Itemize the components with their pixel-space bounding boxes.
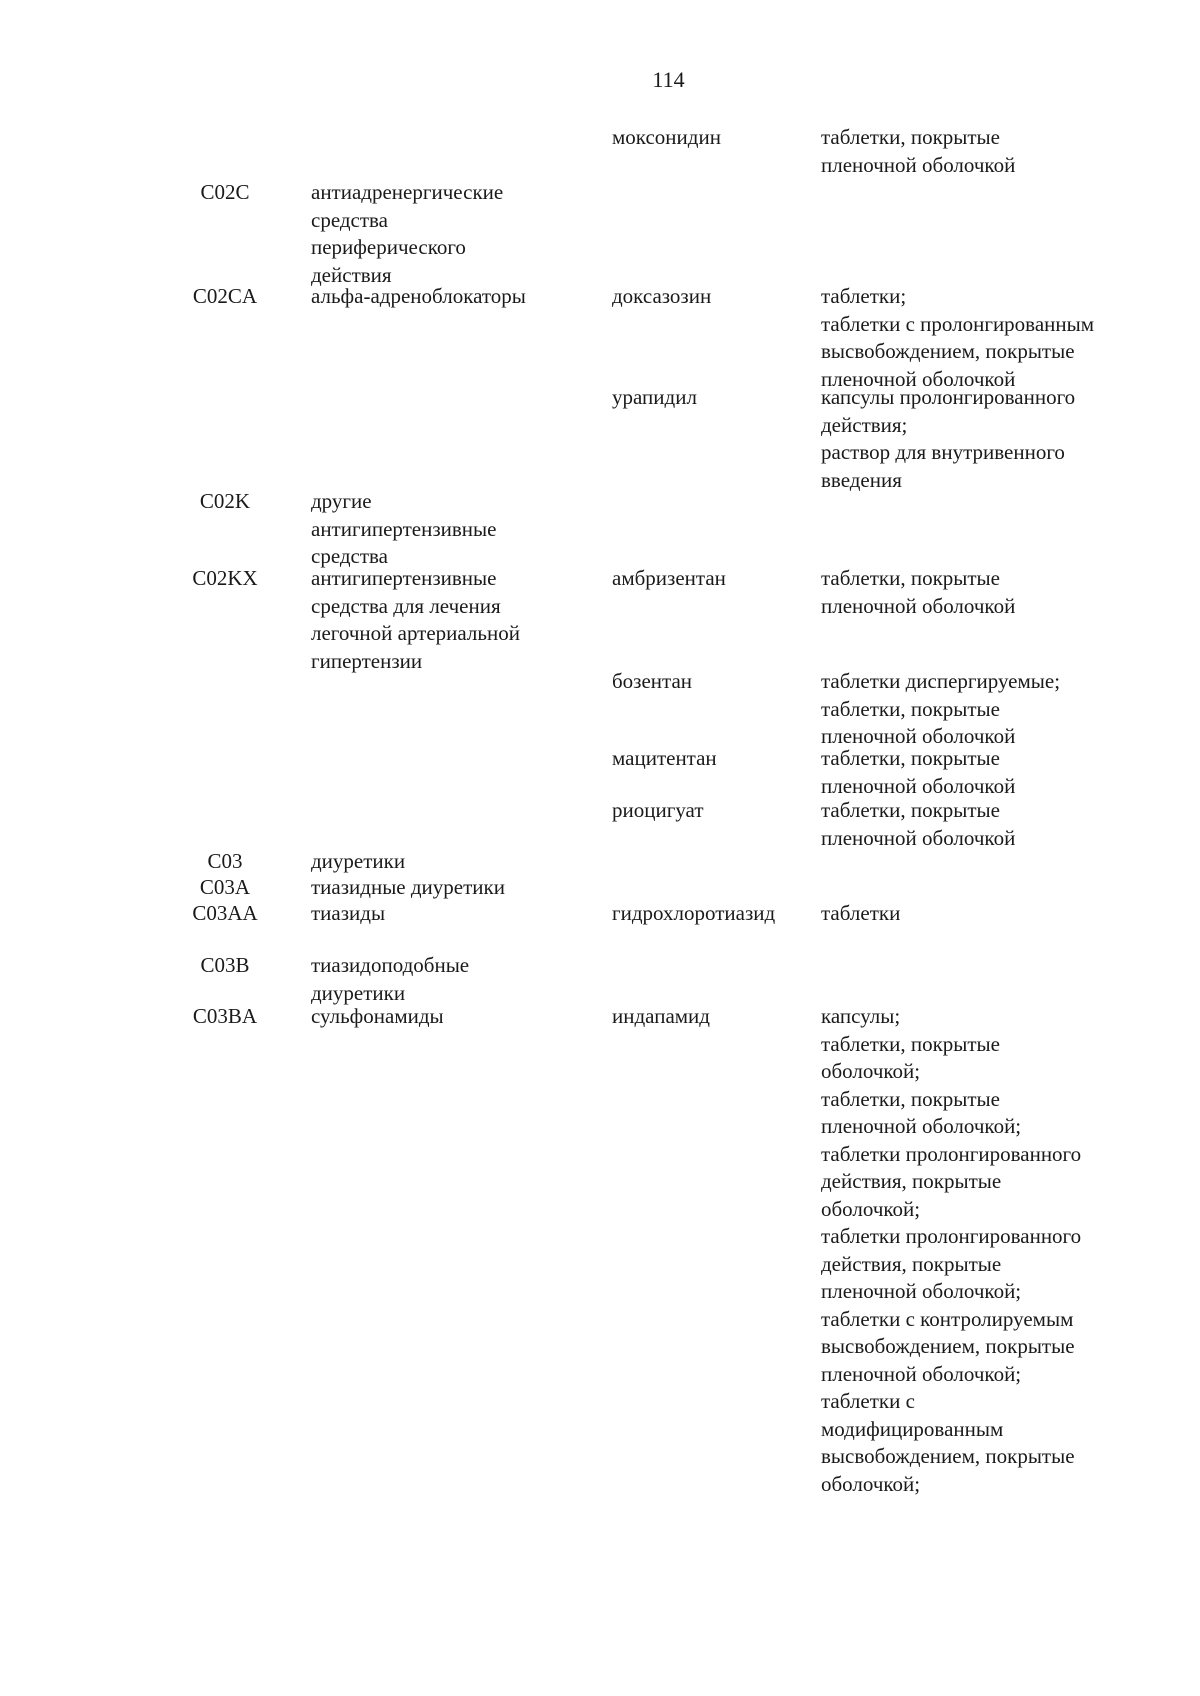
group-name	[311, 952, 469, 1007]
dosage-form-line: пленочной оболочкой;	[821, 1114, 1022, 1138]
group-name-line: антигипертензивные	[311, 566, 497, 590]
atc-code: C03BA	[192, 1004, 258, 1028]
dosage-form-line: таблетки с контролируемым	[821, 1306, 1074, 1331]
dosage-form-line: капсулы;	[821, 1004, 901, 1028]
group-name-line: тиазидоподобные	[311, 953, 470, 977]
dosage-form-line: раствор для внутривенного	[821, 440, 1065, 464]
dosage-form-line: пленочной оболочкой	[821, 593, 1016, 618]
dosage-forms	[821, 1003, 1081, 1498]
dosage-forms	[821, 124, 1015, 179]
atc-code: C03	[207, 849, 243, 873]
atc-code: C02CA	[192, 284, 258, 308]
atc-code: C02K	[199, 489, 251, 513]
group-name-line: средства	[311, 544, 389, 568]
group-name-line: средства	[311, 207, 389, 232]
dosage-form-line: таблетки, покрытые	[821, 696, 1000, 721]
group-name-line: гипертензии	[311, 648, 423, 673]
dosage-form-line: пленочной оболочкой	[821, 366, 1016, 391]
group-name-line: сульфонамиды	[311, 1004, 444, 1028]
group-name-line: средства для лечения	[311, 593, 501, 618]
dosage-form-line: введения	[821, 467, 902, 492]
dosage-form-line: капсулы пролонгированного	[821, 385, 1076, 409]
dosage-form-line: таблетки, покрытые	[821, 1086, 1000, 1111]
dosage-forms	[821, 384, 1075, 494]
dosage-form-line: таблетки диспергируемые;	[821, 669, 1061, 693]
group-name-line: тиазидные диуретики	[311, 875, 505, 899]
dosage-form-line: пленочной оболочкой	[821, 825, 1016, 850]
dosage-form-line: таблетки, покрытые	[821, 1031, 1000, 1056]
group-name	[311, 565, 520, 675]
dosage-form-line: высвобождением, покрытые	[821, 1444, 1075, 1468]
dosage-form-line: высвобождением, покрытые	[821, 1334, 1075, 1358]
dosage-form-line: пленочной оболочкой;	[821, 1279, 1022, 1303]
dosage-form-line: таблетки;	[821, 284, 907, 308]
drug-name: урапидил	[612, 385, 697, 409]
group-name-line: тиазиды	[311, 901, 386, 925]
drug-name: индапамид	[612, 1004, 710, 1028]
drug-name: мацитентан	[612, 746, 717, 770]
dosage-form-line: пленочной оболочкой;	[821, 1361, 1022, 1386]
group-name	[311, 874, 505, 902]
dosage-forms	[821, 900, 900, 928]
dosage-form-line: таблетки, покрытые	[821, 566, 1000, 590]
dosage-form-line: таблетки с пролонгированным	[821, 311, 1095, 336]
dosage-forms	[821, 797, 1015, 852]
dosage-form-line: действия, покрытые	[821, 1169, 1002, 1193]
dosage-form-line: таблетки, покрытые	[821, 798, 1000, 822]
group-name	[311, 1003, 444, 1031]
atc-code: C02C	[200, 180, 250, 204]
dosage-forms	[821, 565, 1015, 620]
group-name	[311, 848, 405, 876]
group-name-line: легочной артериальной	[311, 621, 520, 645]
group-name-line: альфа-адреноблокаторы	[311, 284, 526, 308]
drug-name: моксонидин	[612, 125, 721, 149]
group-name-line: диуретики	[311, 849, 406, 873]
dosage-form-line: пленочной оболочкой	[821, 724, 1016, 748]
page-number: 114	[652, 67, 685, 92]
dosage-form-line: модифицированным	[821, 1416, 1004, 1441]
group-name-line: другие	[311, 489, 372, 513]
drug-name: доксазозин	[612, 284, 712, 308]
group-name-line: периферического	[311, 235, 466, 259]
group-name-line: действия	[311, 262, 392, 287]
dosage-form-line: таблетки с	[821, 1389, 915, 1413]
dosage-forms	[821, 283, 1094, 393]
drug-name: бозентан	[612, 669, 693, 693]
dosage-form-line: высвобождением, покрытые	[821, 339, 1075, 363]
drug-name: амбризентан	[612, 566, 726, 590]
dosage-form-line: таблетки	[821, 901, 901, 925]
dosage-form-line: таблетки пролонгированного	[821, 1141, 1082, 1166]
atc-code: C03AA	[192, 901, 258, 925]
drug-name: риоцигуат	[612, 798, 704, 822]
atc-code: C03B	[200, 953, 250, 977]
atc-code: C03A	[199, 875, 251, 899]
dosage-form-line: действия, покрытые	[821, 1251, 1002, 1276]
dosage-forms	[821, 745, 1015, 800]
dosage-form-line: пленочной оболочкой	[821, 152, 1016, 177]
dosage-form-line: действия;	[821, 412, 908, 437]
dosage-form-line: пленочной оболочкой	[821, 773, 1016, 798]
atc-code: C02KX	[192, 566, 258, 590]
drug-name: гидрохлоротиазид	[612, 901, 776, 925]
dosage-form-line: оболочкой;	[821, 1471, 921, 1496]
group-name	[311, 900, 385, 928]
dosage-form-line: оболочкой;	[821, 1196, 921, 1221]
dosage-form-line: таблетки, покрытые	[821, 746, 1000, 770]
group-name	[311, 283, 526, 311]
group-name-line: антиадренергические	[311, 180, 504, 204]
group-name	[311, 179, 503, 289]
dosage-forms	[821, 668, 1060, 751]
dosage-form-line: таблетки, покрытые	[821, 125, 1000, 149]
group-name	[311, 488, 496, 571]
dosage-form-line: таблетки пролонгированного	[821, 1224, 1082, 1248]
group-name-line: антигипертензивные	[311, 516, 497, 541]
dosage-form-line: оболочкой;	[821, 1059, 921, 1083]
group-name-line: диуретики	[311, 980, 406, 1005]
